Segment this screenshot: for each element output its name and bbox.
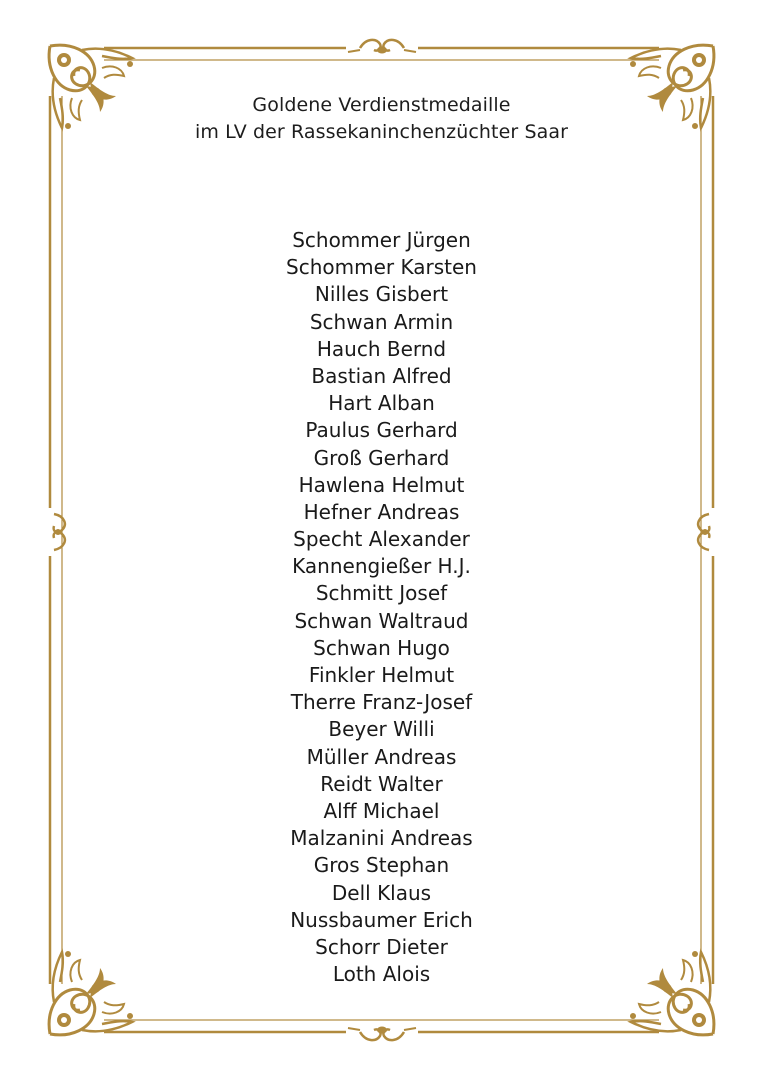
honoree-name: Alff Michael xyxy=(323,798,440,823)
title-line-1: Goldene Verdienstmedaille xyxy=(252,94,511,116)
document-title xyxy=(0,92,763,146)
honoree-name: Bastian Alfred xyxy=(311,363,452,388)
honoree-name: Therre Franz-Josef xyxy=(290,690,473,715)
honoree-name: Schommer Jürgen xyxy=(292,228,471,252)
honoree-name: Dell Klaus xyxy=(331,880,432,905)
honoree-name: Loth Alois xyxy=(332,962,431,987)
honoree-name: Hawlena Helmut xyxy=(298,472,465,497)
honoree-name: Schmitt Josef xyxy=(315,581,448,606)
honoree-name: Beyer Willi xyxy=(328,717,435,742)
honoree-name: Paulus Gerhard xyxy=(305,418,458,443)
honoree-name: Reidt Walter xyxy=(320,771,443,796)
honoree-list xyxy=(0,227,763,988)
honoree-name: Kannengießer H.J. xyxy=(292,554,471,579)
honoree-name: Schommer Karsten xyxy=(286,255,477,280)
honoree-name: Schwan Hugo xyxy=(313,635,450,660)
honoree-name: Finkler Helmut xyxy=(308,663,455,687)
honoree-name: Nilles Gisbert xyxy=(314,282,449,307)
honoree-name: Malzanini Andreas xyxy=(290,826,473,851)
honoree-name: Müller Andreas xyxy=(306,744,457,769)
honoree-name: Gros Stephan xyxy=(313,853,450,878)
honoree-name: Specht Alexander xyxy=(293,527,470,552)
honoree-name: Schwan Armin xyxy=(309,309,454,334)
honoree-name: Schorr Dieter xyxy=(315,934,448,959)
title-line-2: im LV der Rassekaninchenzüchter Saar xyxy=(194,121,569,143)
honoree-name: Hart Alban xyxy=(328,391,435,416)
honoree-name: Nussbaumer Erich xyxy=(290,907,473,932)
honoree-name: Hefner Andreas xyxy=(303,499,460,524)
honoree-name: Schwan Waltraud xyxy=(294,608,469,633)
honoree-name: Hauch Bernd xyxy=(316,336,447,361)
honoree-name: Groß Gerhard xyxy=(313,445,450,470)
